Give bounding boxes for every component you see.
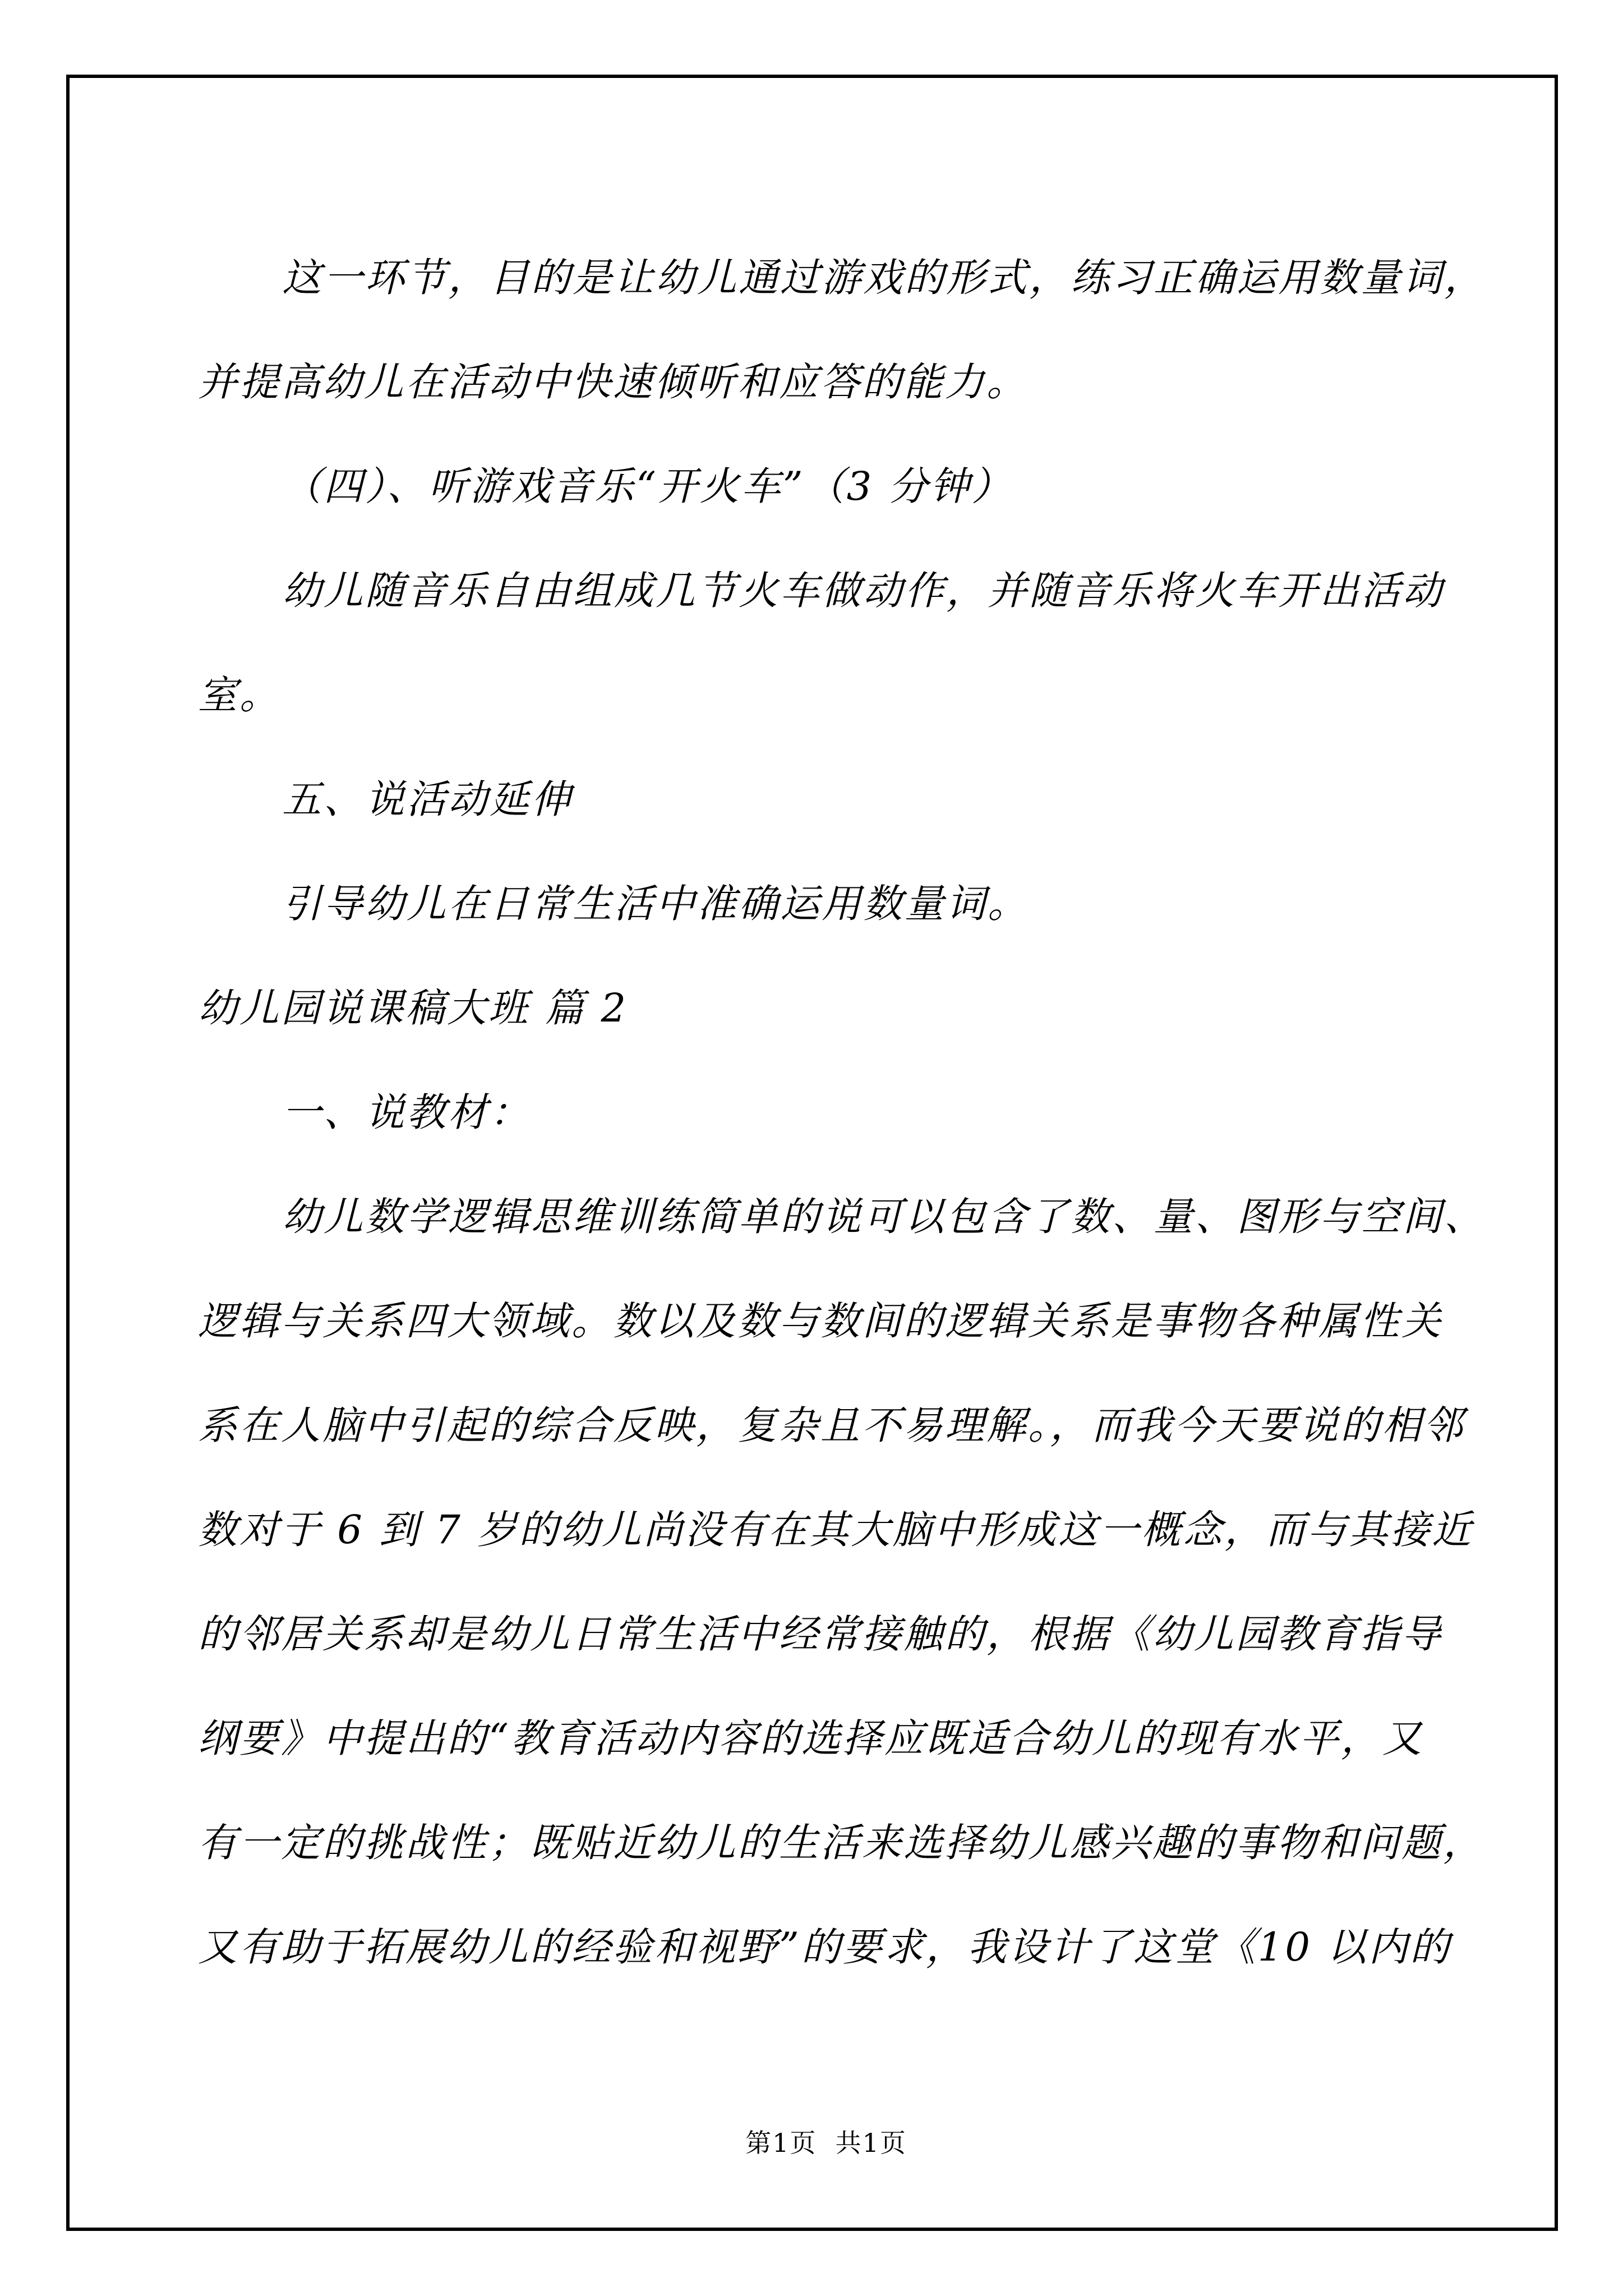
text-line: 纲要》中提出的“教育活动内容的选择应既适合幼儿的现有水平，又 [198,1715,1424,1761]
text-line: 一、说教材： [282,1089,531,1135]
text-line: 幼儿园说课稿大班 篇 2 [198,985,629,1031]
text-line: （四）、听游戏音乐“开火车”（3 分钟） [282,463,1013,509]
text-line: 又有助于拓展幼儿的经验和视野”的要求，我设计了这堂《10 以内的 [198,1924,1452,1970]
page-footer: 第1页 共1页 [745,2128,907,2158]
text-line: 五、说活动延伸 [282,776,573,822]
text-line: 的邻居关系却是幼儿日常生活中经常接触的，根据《幼儿园教育指导 [198,1611,1443,1657]
text-line: 逻辑与关系四大领域。数以及数与数间的逻辑关系是事物各种属性关 [198,1298,1443,1344]
text-line: 数对于 6 到 7 岁的幼儿尚没有在其大脑中形成这一概念，而与其接近 [198,1507,1474,1553]
text-line: 这一环节，目的是让幼儿通过游戏的形式，练习正确运用数量词， [282,255,1486,301]
text-line: 室。 [198,672,281,718]
text-line: 幼儿随音乐自由组成几节火车做动作，并随音乐将火车开出活动 [282,568,1444,614]
text-line: 有一定的挑战性；既贴近幼儿的生活来选择幼儿感兴趣的事物和问题， [198,1820,1484,1866]
text-line: 幼儿数学逻辑思维训练简单的说可以包含了数、量、图形与空间、 [282,1194,1486,1240]
text-line: 系在人脑中引起的综合反映，复杂且不易理解。，而我今天要说的相邻 [198,1402,1465,1448]
text-line: 引导幼儿在日常生活中准确运用数量词。 [282,881,1029,927]
document-text [198,226,1486,1999]
text-line: 并提高幼儿在活动中快速倾听和应答的能力。 [198,359,1028,405]
